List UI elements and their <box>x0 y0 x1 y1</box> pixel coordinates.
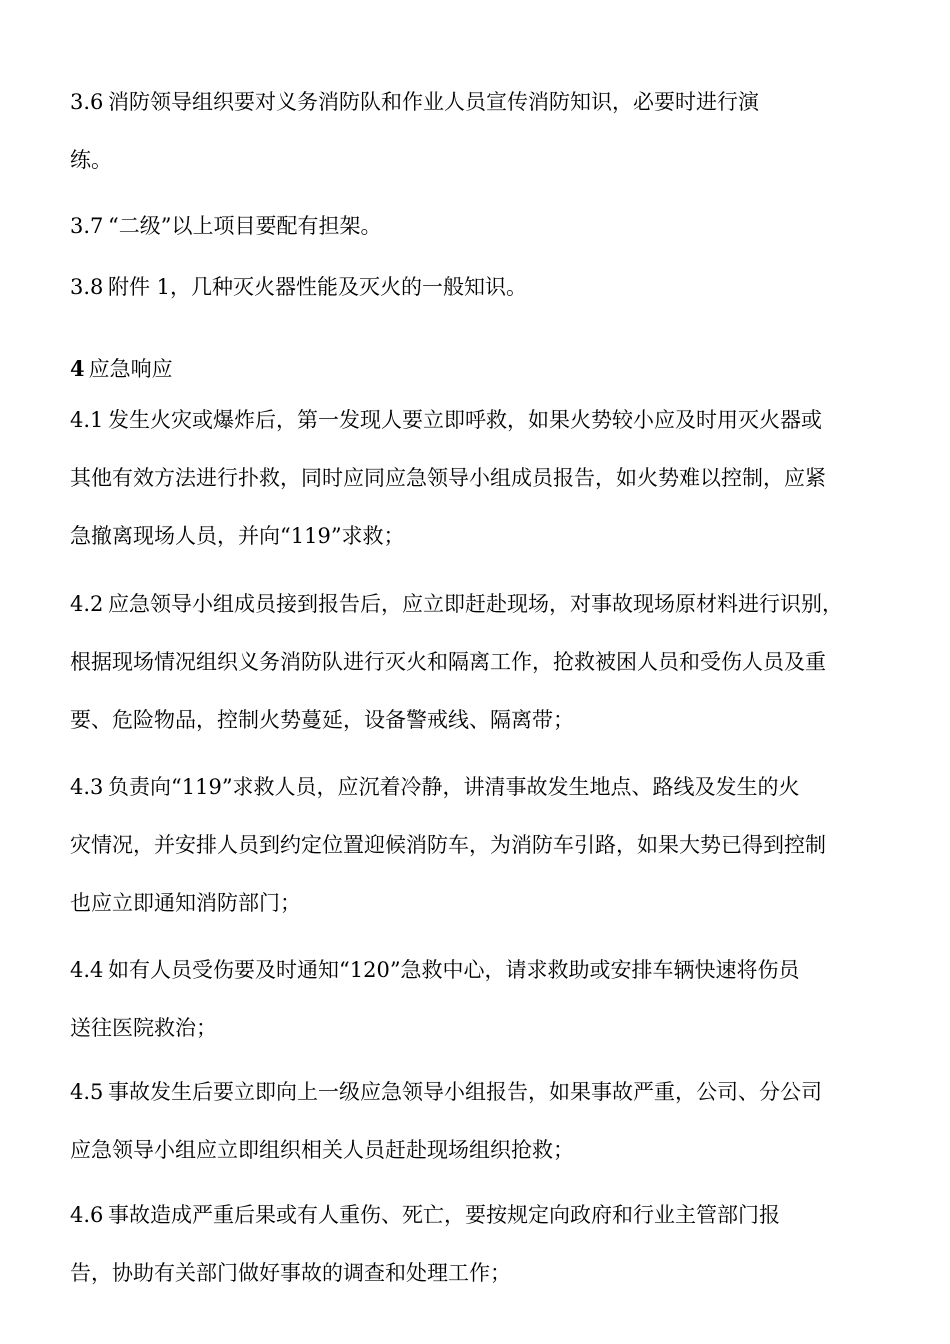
item-text: “二级”以上项目要配有担架。 <box>108 214 382 238</box>
item-text: 送往医院救治； <box>70 1016 217 1040</box>
item-text: 事故发生后要立即向上一级应急领导小组报告，如果事故严重，公司、分公司 <box>108 1080 822 1104</box>
item-number: 4.1 <box>70 408 104 432</box>
item-4-1-line-3 <box>70 522 405 550</box>
item-4-3-line-2 <box>70 831 826 859</box>
item-text: 告，协助有关部门做好事故的调查和处理工作； <box>70 1261 511 1285</box>
item-number: 4.5 <box>70 1080 104 1104</box>
item-number: 3.7 <box>70 214 104 238</box>
item-4-4-line-2 <box>70 1014 217 1042</box>
section-number: 4 <box>70 356 85 381</box>
item-3-8 <box>70 273 527 301</box>
item-4-4-line-1 <box>70 956 800 984</box>
item-4-5-line-2 <box>70 1136 574 1164</box>
item-4-2-line-1 <box>70 590 843 618</box>
item-number: 4.2 <box>70 592 104 616</box>
item-text: 也应立即通知消防部门； <box>70 891 301 915</box>
item-4-2-line-3 <box>70 706 574 734</box>
item-text: 应急领导小组成员接到报告后，应立即赶赴现场，对事故现场原材料进行识别， <box>108 592 843 616</box>
item-number: 4.4 <box>70 958 104 982</box>
item-text: 消防领导组织要对义务消防队和作业人员宣传消防知识，必要时进行演 <box>108 90 759 114</box>
item-4-6-line-1 <box>70 1201 780 1229</box>
item-text: 附件 1，几种灭火器性能及灭火的一般知识。 <box>108 275 528 299</box>
item-text: 灾情况，并安排人员到约定位置迎候消防车，为消防车引路，如果大势已得到控制 <box>70 833 826 857</box>
item-4-2-line-2 <box>70 648 826 676</box>
item-text: 其他有效方法进行扑救，同时应同应急领导小组成员报告，如火势难以控制，应紧 <box>70 466 826 490</box>
item-number: 4.3 <box>70 775 104 799</box>
item-3-6-line-1 <box>70 88 759 116</box>
item-text: 练。 <box>70 148 112 172</box>
item-4-6-line-2 <box>70 1259 511 1287</box>
item-3-7 <box>70 212 381 240</box>
section-heading <box>70 355 173 383</box>
item-3-6-line-2 <box>70 146 112 174</box>
item-4-5-line-1 <box>70 1078 822 1106</box>
item-text: 事故造成严重后果或有人重伤、死亡，要按规定向政府和行业主管部门报 <box>108 1203 780 1227</box>
item-4-1-line-1 <box>70 406 822 434</box>
item-text: 如有人员受伤要及时通知“120”急救中心，请求救助或安排车辆快速将伤员 <box>108 958 800 982</box>
item-text: 发生火灾或爆炸后，第一发现人要立即呼救，如果火势较小应及时用灭火器或 <box>108 408 822 432</box>
item-number: 3.6 <box>70 90 104 114</box>
item-text: 急撤离现场人员，并向“119”求救； <box>70 524 405 548</box>
item-text: 应急领导小组应立即组织相关人员赶赴现场组织抢救； <box>70 1138 574 1162</box>
item-text: 负责向“119”求救人员，应沉着冷静，讲清事故发生地点、路线及发生的火 <box>108 775 800 799</box>
item-4-3-line-3 <box>70 889 301 917</box>
item-4-1-line-2 <box>70 464 826 492</box>
item-number: 4.6 <box>70 1203 104 1227</box>
item-number: 3.8 <box>70 275 104 299</box>
item-text: 根据现场情况组织义务消防队进行灭火和隔离工作，抢救被困人员和受伤人员及重 <box>70 650 826 674</box>
item-text: 要、危险物品，控制火势蔓延，设备警戒线、隔离带； <box>70 708 574 732</box>
item-4-3-line-1 <box>70 773 800 801</box>
section-title: 应急响应 <box>88 357 173 381</box>
